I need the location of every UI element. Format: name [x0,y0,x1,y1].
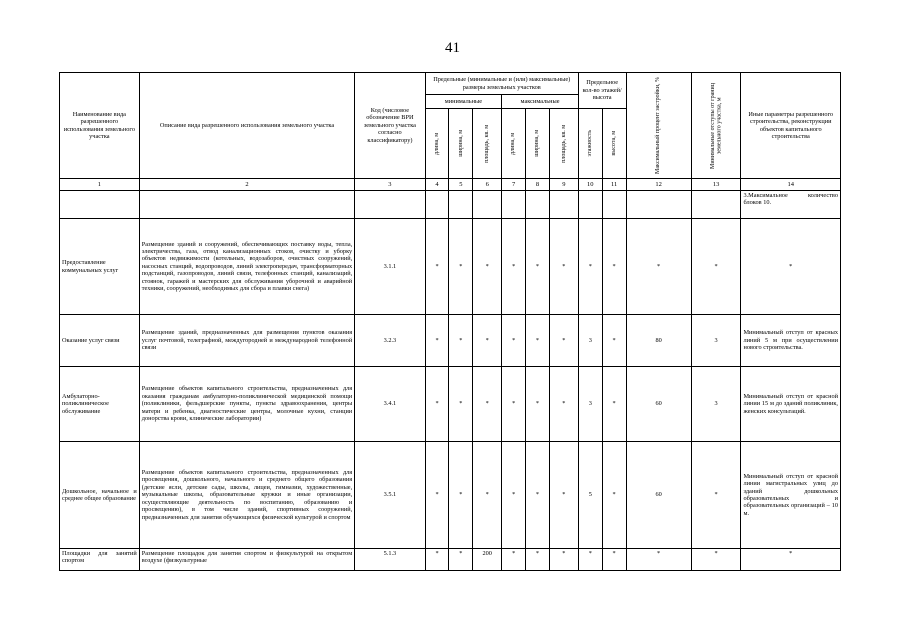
min-setback-cell: * [691,549,741,571]
land-use-regulations-table [59,72,841,571]
max-width-cell: * [526,315,550,367]
header-max-coverage: Максимальный процент застройки, % [626,73,691,179]
column-number: 4 [425,179,449,191]
header-vri-description: Описание вида разрешенного использования земельного участка [139,73,354,179]
header-floors-height: Предельное кол-во этажей/ высота [578,73,626,109]
min-setback-cell: 3 [691,367,741,442]
vri-name-cell: Амбулаторно-поликлиническое обслуживание [60,367,140,442]
floors-cell: 3 [578,315,602,367]
column-number: 10 [578,179,602,191]
max-coverage-cell: 60 [626,367,691,442]
max-length-cell: * [502,549,526,571]
max-area-cell: * [549,219,578,315]
vri-description-cell: Размещение зданий, предназначенных для размещения пунктов оказания услуг почтовой, телеграфной, междугородней и международной телефонной связи [139,315,354,367]
min-setback-cell: 3 [691,315,741,367]
vri-name-cell: Дошкольное, начальное и среднее общее образование [60,442,140,549]
vri-description-cell: Размещение зданий и сооружений, обеспечивающих поставку воды, тепла, электричества, газа, отвод канализационных стоков, очистку и уборку объектов недвижимости (котельных, водозаборов, очистных сооружений, насосных станций, водопроводов, линий электропередач, трансформаторных подстанций, газопроводов, линий связи, телефонных станций, канализаций, стоянок, гаражей и мастерских для обслуживания уборочной и аварийной техники, сооружений, необходимых для сбора и плавки снега) [139,219,354,315]
max-length-cell: * [502,367,526,442]
min-length-cell: * [425,367,449,442]
min-area-cell: * [473,367,502,442]
vri-description-cell: Размещение площадок для занятия спортом и физкультурой на открытом воздухе (физкультурные [139,549,354,571]
column-number: 6 [473,179,502,191]
min-width-cell: * [449,549,473,571]
table-row [60,191,841,219]
max-area-cell: * [549,367,578,442]
min-length-cell: * [425,549,449,571]
vri-code-cell: 3.2.3 [355,315,425,367]
header-max-length: длина, м [502,109,526,179]
height-cell: * [602,219,626,315]
max-area-cell: * [549,442,578,549]
other-params-cell: Минимальный отступ от красной линии 15 м до зданий поликлиник, женских консультаций. [741,367,841,442]
page-number: 41 [445,40,460,56]
table-row [60,315,841,367]
height-cell: * [602,315,626,367]
header-minimum: минимальные [425,95,502,109]
vri-code-cell: 3.1.1 [355,219,425,315]
header-max-width: ширина, м [526,109,550,179]
vri-code-cell: 3.5.1 [355,442,425,549]
vri-name-cell: Оказание услуг связи [60,315,140,367]
max-area-cell: * [549,549,578,571]
header-other-params: Иные параметры разрешенного строительства, реконструкции объектов капитального строительства [741,73,841,179]
other-params-cell: * [741,549,841,571]
column-number: 5 [449,179,473,191]
header-min-width: ширина, м [449,109,473,179]
column-number: 1 [60,179,140,191]
max-coverage-cell: * [626,549,691,571]
max-width-cell: * [526,442,550,549]
max-width-cell: * [526,219,550,315]
other-params-cell: * [741,219,841,315]
table-row [60,219,841,315]
min-length-cell: * [425,219,449,315]
vri-code-cell: 5.1.3 [355,549,425,571]
min-area-cell: * [473,219,502,315]
other-params-cell: Минимальный отступ от красной линии магистральных улиц до зданий дошкольных образовательных и образовательных организаций – 10 м. [741,442,841,549]
column-number: 12 [626,179,691,191]
floors-cell: 3 [578,367,602,442]
min-setback-cell: * [691,442,741,549]
max-length-cell: * [502,219,526,315]
min-setback-cell: * [691,219,741,315]
vri-description-cell: Размещение объектов капитального строительства, предназначенных для просвещения, дошкольного, начального и среднего общего образования (детские ясли, детские сады, школы, лицеи, гимназии, художественные, музыкальные школы, образовательные кружки и иные организации, осуществляющие деятельность по воспитанию, образованию и просвещению), в том числе зданий, спортивных сооружений, предназначенных для занятия обучающихся физической культурой и спортом [139,442,354,549]
column-number: 7 [502,179,526,191]
other-params-cell: 3.Максимальное количество блоков 10. [741,191,841,219]
floors-cell: * [578,549,602,571]
min-area-cell: * [473,315,502,367]
height-cell: * [602,442,626,549]
min-area-cell: 200 [473,549,502,571]
header-max-area: площадь, кв. м [549,109,578,179]
column-number: 8 [526,179,550,191]
other-params-cell: Минимальный отступ от красных линий 5 м при осуществлении нового строительства. [741,315,841,367]
min-width-cell: * [449,219,473,315]
height-cell: * [602,367,626,442]
table-row [60,367,841,442]
vri-name-cell: Площадки для занятий спортом [60,549,140,571]
min-width-cell: * [449,442,473,549]
column-number: 14 [741,179,841,191]
column-number: 13 [691,179,741,191]
table-row [60,442,841,549]
min-area-cell: * [473,442,502,549]
column-number: 11 [602,179,626,191]
max-width-cell: * [526,367,550,442]
table-row [60,549,841,571]
header-floors: этажность [578,109,602,179]
max-coverage-cell: 80 [626,315,691,367]
max-area-cell: * [549,315,578,367]
height-cell: * [602,549,626,571]
max-coverage-cell: 60 [626,442,691,549]
header-vri-name: Наименование вида разрешенного использования земельного участка [60,73,140,179]
header-vri-code: Код (числовое обозначение ВРИ земельного участка согласно классификатору) [355,73,425,179]
max-width-cell: * [526,549,550,571]
header-height: высота, м [602,109,626,179]
max-coverage-cell: * [626,219,691,315]
column-number: 3 [355,179,425,191]
vri-description-cell: Размещение объектов капитального строительства, предназначенных для оказания гражданам амбулаторно-поликлинической медицинской помощи (поликлиники, фельдшерские пункты, пункты здравоохранения, центры матери и ребенка, диагностические центры, молочные кухни, станции донорства крови, клинические лаборатории) [139,367,354,442]
column-number: 2 [139,179,354,191]
header-min-area: площадь, кв. м [473,109,502,179]
floors-cell: * [578,219,602,315]
column-numbers-row [60,179,841,191]
min-length-cell: * [425,442,449,549]
floors-cell: 5 [578,442,602,549]
header-plot-sizes: Предельные (минимальные и (или) максимальные) размеры земельных участков [425,73,578,95]
vri-name-cell: Предоставление коммунальных услуг [60,219,140,315]
column-number: 9 [549,179,578,191]
vri-code-cell: 3.4.1 [355,367,425,442]
max-length-cell: * [502,442,526,549]
min-length-cell: * [425,315,449,367]
header-min-length: длина, м [425,109,449,179]
header-min-setbacks: Минимальные отступы от границ земельного участка, м [691,73,741,179]
max-length-cell: * [502,315,526,367]
min-width-cell: * [449,315,473,367]
header-maximum: максимальные [502,95,579,109]
min-width-cell: * [449,367,473,442]
